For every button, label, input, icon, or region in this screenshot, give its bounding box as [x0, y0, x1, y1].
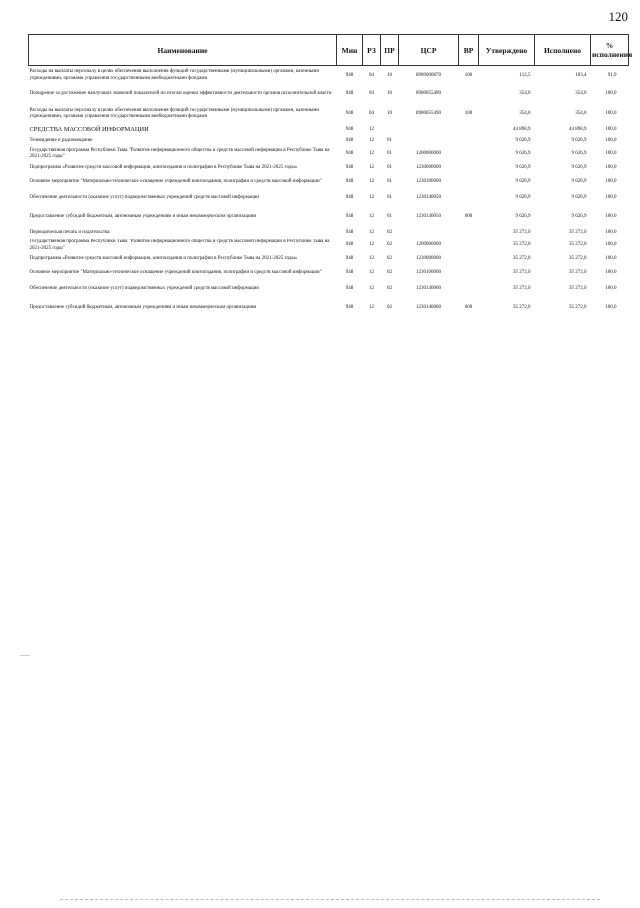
cell-pr: 02 [387, 270, 392, 276]
table-row [29, 66, 629, 86]
cell-executed: 9 626,9 [571, 179, 587, 185]
cell-percent: 100,0 [605, 286, 617, 292]
margin-mark [20, 655, 30, 656]
cell-name: Обеспечение деятельности (оказание услуг) подведомственных учреждений средств массовой информации [29, 195, 259, 201]
cell-vr [459, 190, 479, 208]
table-row [29, 86, 629, 104]
cell-csr: 1230100000 [416, 179, 441, 185]
cell-rz: 04 [369, 72, 374, 78]
cell-executed: 35 272,0 [569, 286, 587, 292]
col-header-executed: Исполнено [535, 35, 591, 66]
cell-executed: 35 272,0 [569, 305, 587, 311]
col-header-pr: ПР [381, 35, 399, 66]
cell-rz: 12 [369, 270, 374, 276]
cell-csr: 1200000000 [416, 150, 441, 156]
cell-approved: 9 626,9 [515, 179, 531, 185]
table-row [29, 190, 629, 208]
table-row [29, 147, 629, 162]
cell-percent: 100,0 [605, 305, 617, 311]
table-row [29, 239, 629, 253]
cell-pr: 02 [387, 305, 392, 311]
cell-name: Обеспечение деятельности (оказание услуг) подведомственных учреждений средств массовой информации [29, 286, 259, 292]
table-row [29, 267, 629, 281]
cell-min: 948 [345, 179, 354, 185]
cell-min: 948 [345, 270, 354, 276]
budget-table [28, 34, 633, 319]
cell-name: СРЕДСТВА МАССОВОЙ ИНФОРМАЦИИ [29, 125, 149, 133]
cell-min: 948 [345, 229, 354, 235]
cell-csr: 1230140050 [416, 195, 441, 201]
cell-min: 948 [345, 126, 354, 132]
cell-percent: 100,0 [605, 229, 617, 235]
cell-pr: 01 [387, 165, 392, 171]
cell-csr [399, 228, 459, 239]
col-header-min: Мин [337, 35, 363, 66]
cell-approved: 35 272,0 [513, 229, 531, 235]
cell-name: Подпрограмма «Развитие средств массовой информации, книгоиздания и полиграфии в Республике Тыва на 2021-2025 годы» [29, 165, 298, 171]
cell-approved: 9 626,9 [515, 137, 531, 143]
col-header-vr: ВР [459, 35, 479, 66]
cell-pr: 01 [387, 214, 392, 220]
cell-pr: 10 [387, 91, 392, 97]
cell-pr: 10 [387, 72, 392, 78]
cell-percent: 100,0 [605, 242, 617, 248]
cell-pr: 02 [387, 229, 392, 235]
table-row [29, 176, 629, 190]
cell-csr: 8900000870 [416, 72, 441, 78]
table-row [29, 208, 629, 228]
cell-csr: 8900055490 [416, 91, 441, 97]
cell-rz: 12 [369, 165, 374, 171]
cell-percent: 100,0 [605, 91, 617, 97]
cell-executed: 9 626,9 [571, 137, 587, 143]
table-row [29, 299, 629, 319]
cell-approved: 9 626,9 [515, 165, 531, 171]
cell-vr: 100 [464, 110, 473, 116]
cell-executed: 103,4 [575, 72, 587, 78]
cell-vr [459, 147, 479, 162]
col-header-approved: Утверждено [479, 35, 535, 66]
footer-line [60, 899, 600, 900]
cell-vr [459, 125, 479, 136]
cell-vr [459, 281, 479, 299]
cell-approved: 9 626,9 [515, 150, 531, 156]
cell-name: Телевидение и радиовещание [29, 137, 93, 143]
cell-pr: 01 [387, 179, 392, 185]
table-row [29, 228, 629, 239]
cell-rz: 12 [369, 242, 374, 248]
cell-rz: 12 [369, 195, 374, 201]
col-header-percent: % исполнения [591, 35, 629, 66]
cell-pr [381, 125, 399, 136]
cell-pr: 02 [387, 242, 392, 248]
cell-executed: 9 626,9 [571, 165, 587, 171]
cell-name: Государственная программа Республики Тыва "Развитие информационного общества и средств массовой информации в Республике Тыва на 2021-2025 годы" [29, 239, 330, 251]
cell-executed: 35 272,0 [569, 256, 587, 262]
cell-name: Расходы на выплаты персоналу в целях обеспечения выполнения функций государственными (муниципальными) органами, казенными учреждениями, органами управления государственными внебюджетными фондами [29, 69, 320, 81]
cell-percent: 100,0 [605, 214, 617, 220]
cell-rz: 12 [369, 137, 374, 143]
cell-vr [459, 162, 479, 176]
page-number: 120 [608, 9, 628, 24]
cell-vr [459, 86, 479, 104]
cell-rz: 12 [369, 179, 374, 185]
table-row [29, 162, 629, 176]
cell-csr [399, 125, 459, 136]
cell-min: 948 [345, 165, 354, 171]
cell-executed: 35 272,0 [569, 229, 587, 235]
cell-rz: 12 [369, 256, 374, 262]
cell-rz: 12 [369, 150, 374, 156]
table-row [29, 281, 629, 299]
cell-min: 948 [345, 110, 354, 116]
cell-approved: 112,5 [519, 72, 531, 78]
cell-csr: 1230000000 [416, 256, 441, 262]
cell-executed: 354,0 [575, 91, 587, 97]
cell-vr [459, 136, 479, 147]
cell-executed: 9 626,9 [571, 195, 587, 201]
cell-min: 948 [345, 72, 354, 78]
cell-pr: 01 [387, 150, 392, 156]
cell-rz: 12 [369, 126, 374, 132]
table-row [29, 104, 629, 125]
cell-percent: 100,0 [605, 150, 617, 156]
cell-name: Расходы на выплаты персоналу в целях обеспечения выполнения функций государственными (муниципальными) органами, казенными учреждениями, органами управления государственными внебюджетными фондами [29, 107, 320, 119]
cell-vr: 600 [464, 305, 473, 311]
cell-vr [459, 239, 479, 253]
cell-approved: 9 626,9 [515, 214, 531, 220]
cell-approved: 35 272,0 [513, 286, 531, 292]
cell-approved: 354,0 [519, 110, 531, 116]
cell-vr [459, 176, 479, 190]
cell-executed: 354,0 [575, 110, 587, 116]
cell-approved: 35 272,0 [513, 256, 531, 262]
table-row [29, 136, 629, 147]
cell-name: Государственная программа Республики Тыва "Развитие информационного общества и средств массовой информации в Республике Тыва на 2021-2025 годы" [29, 147, 330, 159]
cell-rz: 12 [369, 229, 374, 235]
cell-min: 948 [345, 286, 354, 292]
cell-executed: 35 272,0 [569, 270, 587, 276]
cell-min: 948 [345, 214, 354, 220]
cell-name: Предоставление субсидий бюджетным, автономным учреждениям и иным некоммерческим организациям [29, 305, 257, 311]
cell-csr: 1230140060 [416, 286, 441, 292]
cell-executed: 9 626,9 [571, 214, 587, 220]
cell-min: 948 [345, 91, 354, 97]
cell-csr: 1230000000 [416, 165, 441, 171]
cell-min: 948 [345, 305, 354, 311]
cell-vr [459, 253, 479, 267]
cell-rz: 04 [369, 91, 374, 97]
cell-percent: 100,0 [605, 270, 617, 276]
cell-executed: 9 626,9 [571, 150, 587, 156]
cell-rz: 04 [369, 110, 374, 116]
cell-vr: 100 [464, 72, 473, 78]
cell-name: Поощрение за достижение наилучших значений показателей по итогам оценки эффективности деятельности органов исполнительной власти [29, 91, 332, 97]
cell-executed: 35 272,0 [569, 242, 587, 248]
cell-pr: 01 [387, 137, 392, 143]
col-header-name: Наименование [29, 35, 337, 66]
cell-csr: 1230140050 [416, 214, 441, 220]
cell-percent: 100,0 [605, 195, 617, 201]
cell-pr: 02 [387, 286, 392, 292]
cell-name: Периодическая печать и издательства [29, 229, 110, 235]
table-row [29, 125, 629, 136]
cell-min: 948 [345, 137, 354, 143]
cell-csr: 1230100000 [416, 270, 441, 276]
cell-approved: 9 626,9 [515, 195, 531, 201]
col-header-rz: РЗ [363, 35, 381, 66]
cell-approved: 44 898,9 [513, 126, 531, 132]
cell-percent: 100,0 [605, 110, 617, 116]
cell-name: Предоставление субсидий бюджетным, автономным учреждениям и иным некоммерческим организациям [29, 214, 257, 220]
cell-approved: 35 272,0 [513, 242, 531, 248]
cell-rz: 12 [369, 305, 374, 311]
cell-percent: 100,0 [605, 179, 617, 185]
cell-pr: 02 [387, 256, 392, 262]
cell-csr: 1200000000 [416, 242, 441, 248]
cell-min: 948 [345, 150, 354, 156]
cell-percent: 100,0 [605, 165, 617, 171]
cell-name: Основное мероприятие "Материально-техническое оснащение учреждений книгоиздания, полиграфии и средств массовой информации" [29, 270, 322, 276]
cell-csr: 8900055490 [416, 110, 441, 116]
cell-csr: 1230140060 [416, 305, 441, 311]
cell-rz: 12 [369, 286, 374, 292]
cell-pr: 10 [387, 110, 392, 116]
cell-min: 948 [345, 195, 354, 201]
cell-percent: 91,9 [607, 72, 617, 78]
cell-min: 948 [345, 242, 354, 248]
cell-percent: 100,0 [605, 137, 617, 143]
cell-vr [459, 228, 479, 239]
cell-percent: 100,0 [605, 256, 617, 262]
cell-min: 948 [345, 256, 354, 262]
cell-vr [459, 267, 479, 281]
header-row [29, 35, 629, 66]
cell-approved: 35 272,0 [513, 305, 531, 311]
table-row [29, 253, 629, 267]
cell-vr: 600 [464, 214, 473, 220]
col-header-csr: ЦСР [399, 35, 459, 66]
cell-executed: 44 898,9 [569, 126, 587, 132]
cell-pr: 01 [387, 195, 392, 201]
cell-approved: 35 272,0 [513, 270, 531, 276]
cell-rz: 12 [369, 214, 374, 220]
cell-name: Подпрограмма «Развитие средств массовой информации, книгоиздания и полиграфии в Республике Тыва на 2021-2025 годы» [29, 256, 298, 262]
cell-csr [399, 136, 459, 147]
cell-approved: 354,0 [519, 91, 531, 97]
cell-percent: 100,0 [605, 126, 617, 132]
cell-name: Основное мероприятие "Материально-техническое оснащение учреждений книгоиздания, полиграфии и средств массовой информации" [29, 179, 322, 185]
